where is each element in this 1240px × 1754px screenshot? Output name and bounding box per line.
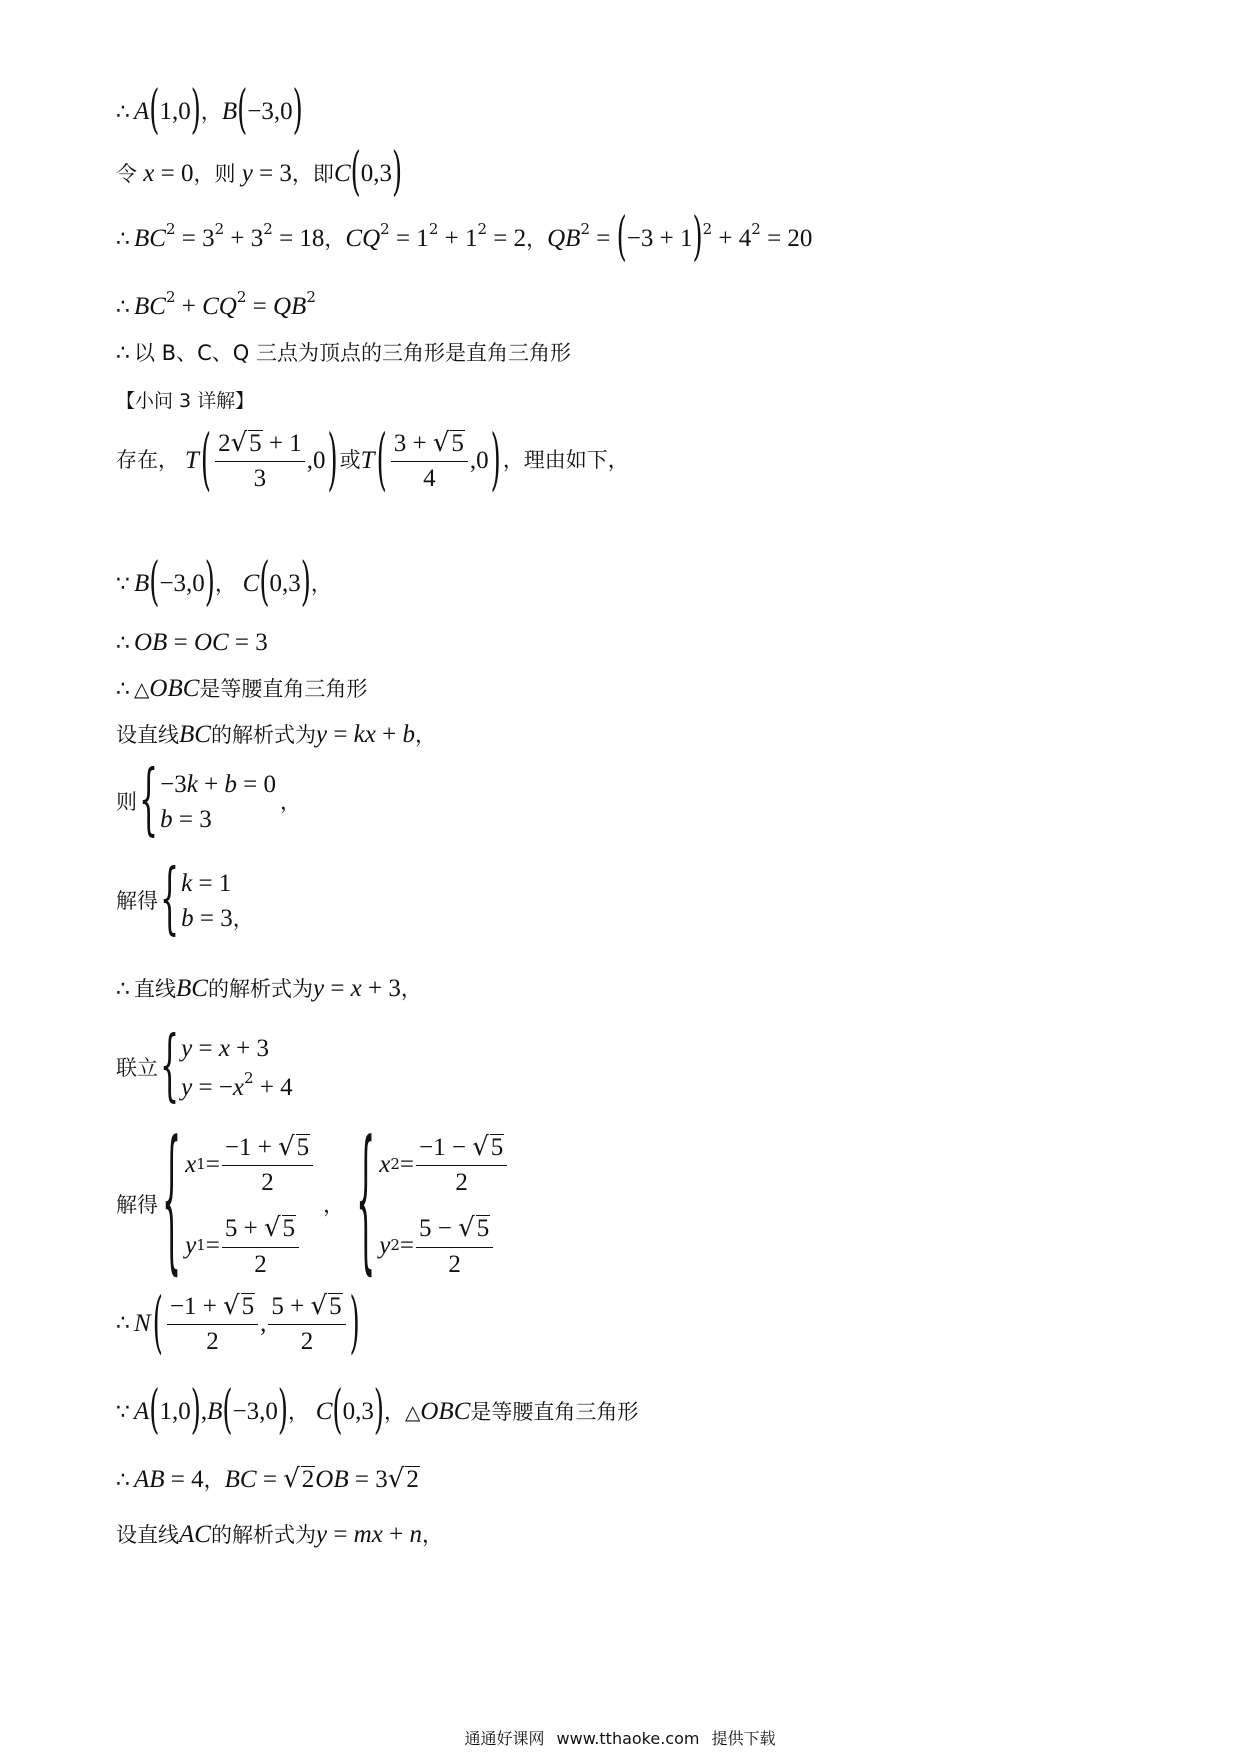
line-ab-bc-length: ∴ AB = 4，BC = √2OB = 3√2 [116, 1464, 419, 1494]
section-heading: 【小问 3 详解】 [116, 390, 255, 412]
line-isosceles: ∴ △OBC是等腰直角三角形 [116, 675, 368, 702]
line-system-bc: 则 { −3k + b = 0 b = 3 ， [116, 755, 302, 847]
line-pythagoras: ∴ $BC^2 + CQ^2 = QB^2$ [116, 288, 316, 320]
line-right-triangle: ∴ 以 B、C、Q 三点为顶点的三角形是直角三角形 [116, 341, 571, 366]
line-solution-kb: 解得 { k = 1 b = 3， [116, 854, 254, 946]
line-points-ab: ∴ A(1,0)，B(−3,0) [116, 81, 303, 141]
line-exists-t: 存在， T ( $\frac{2√5 + 1}{3}$ ,0 ) 或 T ( $\frac{3 + √5}{4}$ ,0 ) ，理由如下， [116, 421, 629, 500]
line-joint-system: 联立 { y = x + 3 $y = -x^2 + 4$ [116, 1021, 293, 1113]
line-because-abc: ∵ A(1,0),B(−3,0)， C(0,3)，△OBC是等腰直角三角形 [116, 1381, 639, 1441]
footer-site-name: 通通好课网 [464, 1729, 545, 1748]
therefore-symbol: ∴ [116, 100, 130, 125]
line-because-bc: ∵ B(−3,0)， C(0,3)， [116, 553, 332, 613]
line-point-c: 令 x = 0，则 y = 3，即C(0,3) [116, 143, 403, 203]
line-solution-xy: 解得 { x 1 = $\frac{-1 + √5}{2}$ y 1 = $\frac{5 + √5}{2}$ ， { x 2 = $\frac{-1 - √5}{2}$ y 2 = $\frac{5 - √5}{2}$ [116, 1134, 509, 1277]
footer-url[interactable]: www.tthaoke.com [556, 1729, 700, 1748]
line-ob-oc: ∴ OB = OC = 3 [116, 629, 268, 656]
line-set-ac: 设直线AC的解析式为y = mx + n， [116, 1521, 443, 1548]
page-footer [0, 1726, 1240, 1749]
line-distances: ∴ $BC^2 = 3^2 + 3^2 = 18$，$CQ^2 = 1^2 + 1^2 = 2$，$QB^2 = (-3 + 1)^2 + 4^2 = 20$ [116, 208, 813, 268]
line-set-bc: 设直线BC的解析式为y = kx + b， [116, 721, 436, 748]
footer-suffix: 提供下载 [711, 1729, 776, 1748]
line-point-n: ∴ N ( $\frac{-1 + √5}{2}$ , $\frac{5 + √5}{2}$ ) [116, 1284, 360, 1363]
line-bc-equation: ∴ 直线BC的解析式为y = x + 3， [116, 975, 422, 1002]
